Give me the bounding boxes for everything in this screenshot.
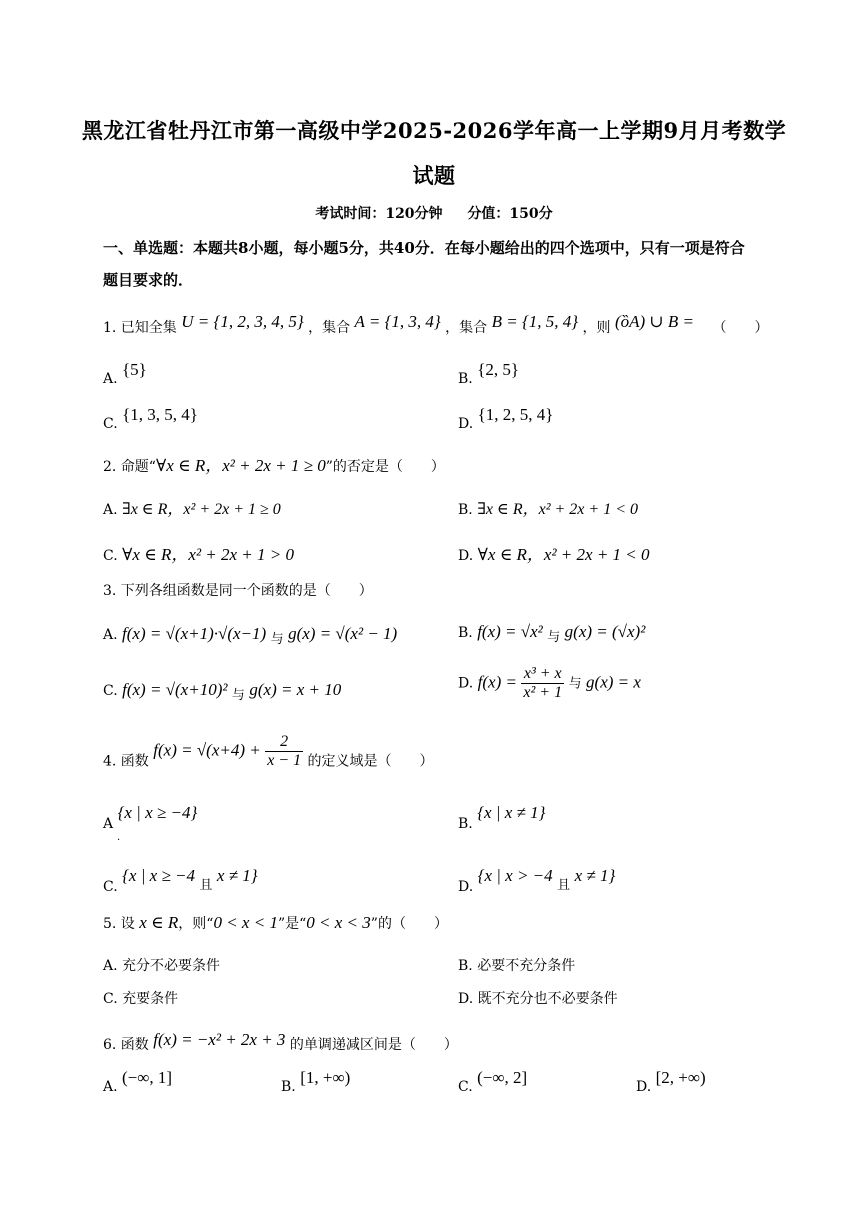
q5-number: 5. 设 bbox=[103, 916, 135, 932]
exam-title: 黑龙江省牡丹江市第一高级中学2025-2026学年高一上学期9月月考数学 bbox=[81, 118, 787, 143]
option-value: [2, +∞) bbox=[655, 1068, 706, 1087]
q3-option-c bbox=[103, 680, 341, 703]
q1-text: ，集合 bbox=[308, 320, 351, 336]
q2-option-c bbox=[103, 540, 294, 565]
option-label: B. bbox=[458, 816, 473, 832]
option-label: C. bbox=[458, 1079, 473, 1095]
option-label: D. bbox=[458, 879, 474, 895]
q2-option-b bbox=[458, 496, 638, 519]
option-label: C. bbox=[103, 416, 118, 432]
option-value: {x | x > −4 bbox=[477, 866, 553, 885]
option-value: [1, +∞) bbox=[300, 1068, 351, 1087]
section-heading-line2: 题目要求的． bbox=[103, 271, 194, 289]
option-label: C. bbox=[103, 548, 118, 564]
option-connector: 与 bbox=[270, 632, 284, 647]
q3-option-b bbox=[458, 622, 645, 645]
option-value: (−∞, 2] bbox=[477, 1068, 528, 1087]
question-5 bbox=[103, 913, 448, 933]
question-2 bbox=[103, 451, 445, 476]
option-function-f: f(x) = bbox=[477, 672, 517, 692]
exam-title-cont: 试题 bbox=[412, 163, 456, 188]
q5-option-c: C. 充要条件 bbox=[103, 991, 179, 1007]
q5-option-d: D. 既不充分也不必要条件 bbox=[458, 991, 618, 1007]
q2-proposition: ∀x ∈ R，x² + 2x + 1 ≥ 0 bbox=[155, 456, 326, 475]
q2-text: ”的否定是（ ） bbox=[325, 459, 445, 475]
q1-set-u: U = {1, 2, 3, 4, 5} bbox=[181, 312, 304, 331]
q1-answer-blank: （ ） bbox=[712, 320, 769, 336]
option-value: {x | x ≥ −4 bbox=[122, 866, 195, 885]
option-value: {2, 5} bbox=[477, 360, 520, 379]
option-label: D. bbox=[458, 416, 474, 432]
fraction-numerator: x³ + x bbox=[521, 665, 564, 684]
q1-number: 1. 已知全集 bbox=[103, 320, 177, 336]
q4-function: f(x) = √(x+4) + bbox=[153, 740, 261, 760]
q4-text: 的定义域是（ ） bbox=[307, 753, 434, 770]
option-value: {x | x ≥ −4} bbox=[117, 803, 198, 822]
option-connector: 且 bbox=[557, 878, 571, 893]
q3-option-a bbox=[103, 624, 397, 647]
option-value: ∀x ∈ R，x² + 2x + 1 > 0 bbox=[122, 545, 295, 564]
option-value: {1, 2, 5, 4} bbox=[477, 405, 554, 424]
q1-option-d bbox=[458, 405, 553, 432]
option-function-f: f(x) = √(x+10)² bbox=[122, 680, 228, 699]
option-connector: 与 bbox=[547, 630, 561, 645]
q4-option-a bbox=[103, 803, 197, 832]
exam-time: 考试时间：120分钟 bbox=[315, 206, 443, 222]
q5-option-b: B. 必要不充分条件 bbox=[458, 958, 576, 974]
fraction-denominator: x² + 1 bbox=[523, 684, 563, 701]
option-label: A. bbox=[103, 371, 118, 387]
q4-option-c bbox=[103, 866, 258, 895]
q5-text: ”的（ ） bbox=[370, 916, 448, 932]
q1-option-c bbox=[103, 405, 198, 432]
q1-expression: (ȍ bbox=[614, 312, 630, 331]
q5-condition: x ∈ R bbox=[139, 913, 179, 932]
option-function-f: f(x) = √x² bbox=[477, 622, 543, 641]
q5-condition-2: 0 < x < 3 bbox=[306, 913, 371, 932]
fraction bbox=[521, 665, 564, 702]
option-value: {5} bbox=[122, 360, 147, 379]
option-function-g: g(x) = (√x)² bbox=[564, 622, 646, 641]
q1-text: ，集合 bbox=[445, 320, 488, 336]
option-value: ∀x ∈ R，x² + 2x + 1 < 0 bbox=[477, 545, 650, 564]
option-label: D. bbox=[458, 548, 474, 564]
q5-option-a: A. 充分不必要条件 bbox=[103, 958, 221, 974]
fraction-numerator: 2 bbox=[265, 733, 303, 752]
option-label: A. bbox=[103, 1079, 118, 1095]
option-label: A bbox=[103, 816, 114, 832]
q3-option-d bbox=[458, 665, 641, 702]
option-label: B. bbox=[458, 502, 473, 518]
option-value: (−∞, 1] bbox=[122, 1068, 173, 1087]
q2-option-a bbox=[103, 496, 281, 519]
q6-function: f(x) = −x² + 2x + 3 bbox=[153, 1030, 286, 1049]
fraction-denominator: x − 1 bbox=[267, 752, 302, 769]
q1-text: ，则 bbox=[582, 320, 611, 336]
q4-number: 4. 函数 bbox=[103, 753, 149, 770]
q6-option-b bbox=[281, 1068, 350, 1095]
q1-option-b bbox=[458, 360, 519, 387]
q5-text: ”是“ bbox=[277, 916, 307, 932]
section-heading-line1: 一、单选题：本题共8小题，每小题5分，共40分．在每小题给出的四个选项中，只有一项是符合 bbox=[103, 239, 745, 257]
q1-set-a: A = {1, 3, 4} bbox=[354, 312, 441, 331]
option-label: B. bbox=[458, 625, 473, 641]
option-value: {x | x ≠ 1} bbox=[477, 803, 546, 822]
option-connector: 且 bbox=[199, 878, 213, 893]
question-3: 3. 下列各组函数是同一个函数的是（ ） bbox=[103, 583, 373, 599]
option-label: C. bbox=[103, 879, 118, 895]
q2-option-d bbox=[458, 540, 650, 565]
q1-expression-tail: A) ∪ B = bbox=[629, 312, 695, 331]
question-4 bbox=[103, 733, 434, 771]
section-heading bbox=[103, 232, 768, 296]
option-label: B. bbox=[281, 1079, 296, 1095]
option-label: A. bbox=[103, 627, 118, 643]
question-1 bbox=[103, 312, 768, 337]
option-connector: 与 bbox=[231, 688, 245, 703]
q1-set-b: B = {1, 5, 4} bbox=[491, 312, 579, 331]
q4-option-b bbox=[458, 803, 545, 832]
q6-option-c bbox=[458, 1068, 527, 1095]
fraction bbox=[265, 733, 303, 770]
option-value: x ≠ 1} bbox=[216, 866, 258, 885]
stray-dot: · bbox=[117, 835, 121, 846]
q6-number: 6. 函数 bbox=[103, 1037, 149, 1053]
option-function-g: g(x) = x + 10 bbox=[249, 680, 342, 699]
option-value: ∃x ∈ R，x² + 2x + 1 ≥ 0 bbox=[122, 501, 281, 518]
option-value: {1, 3, 5, 4} bbox=[122, 405, 198, 424]
option-function-f: f(x) = √(x+1)·√(x−1) bbox=[122, 624, 267, 643]
q4-option-d bbox=[458, 866, 615, 895]
q1-option-a bbox=[103, 360, 147, 387]
question-6 bbox=[103, 1030, 458, 1054]
exam-meta bbox=[0, 203, 868, 223]
q6-option-d bbox=[636, 1068, 706, 1095]
option-label: C. bbox=[103, 683, 118, 699]
option-label: D. bbox=[458, 675, 474, 692]
option-connector: 与 bbox=[568, 676, 582, 692]
q2-number: 2. 命题“ bbox=[103, 459, 156, 475]
q5-condition-1: 0 < x < 1 bbox=[213, 913, 278, 932]
option-label: B. bbox=[458, 371, 473, 387]
option-value: x ≠ 1} bbox=[574, 866, 616, 885]
q5-text: ，则“ bbox=[178, 916, 214, 932]
option-label: A. bbox=[103, 502, 118, 518]
option-function-g: g(x) = √(x² − 1) bbox=[288, 624, 398, 643]
exam-score: 分值：150分 bbox=[467, 206, 553, 222]
option-value: ∃x ∈ R，x² + 2x + 1 < 0 bbox=[477, 501, 638, 518]
option-label: D. bbox=[636, 1079, 652, 1095]
q6-text: 的单调递减区间是（ ） bbox=[289, 1037, 458, 1053]
q6-option-a bbox=[103, 1068, 172, 1095]
option-function-g: g(x) = x bbox=[586, 672, 641, 692]
